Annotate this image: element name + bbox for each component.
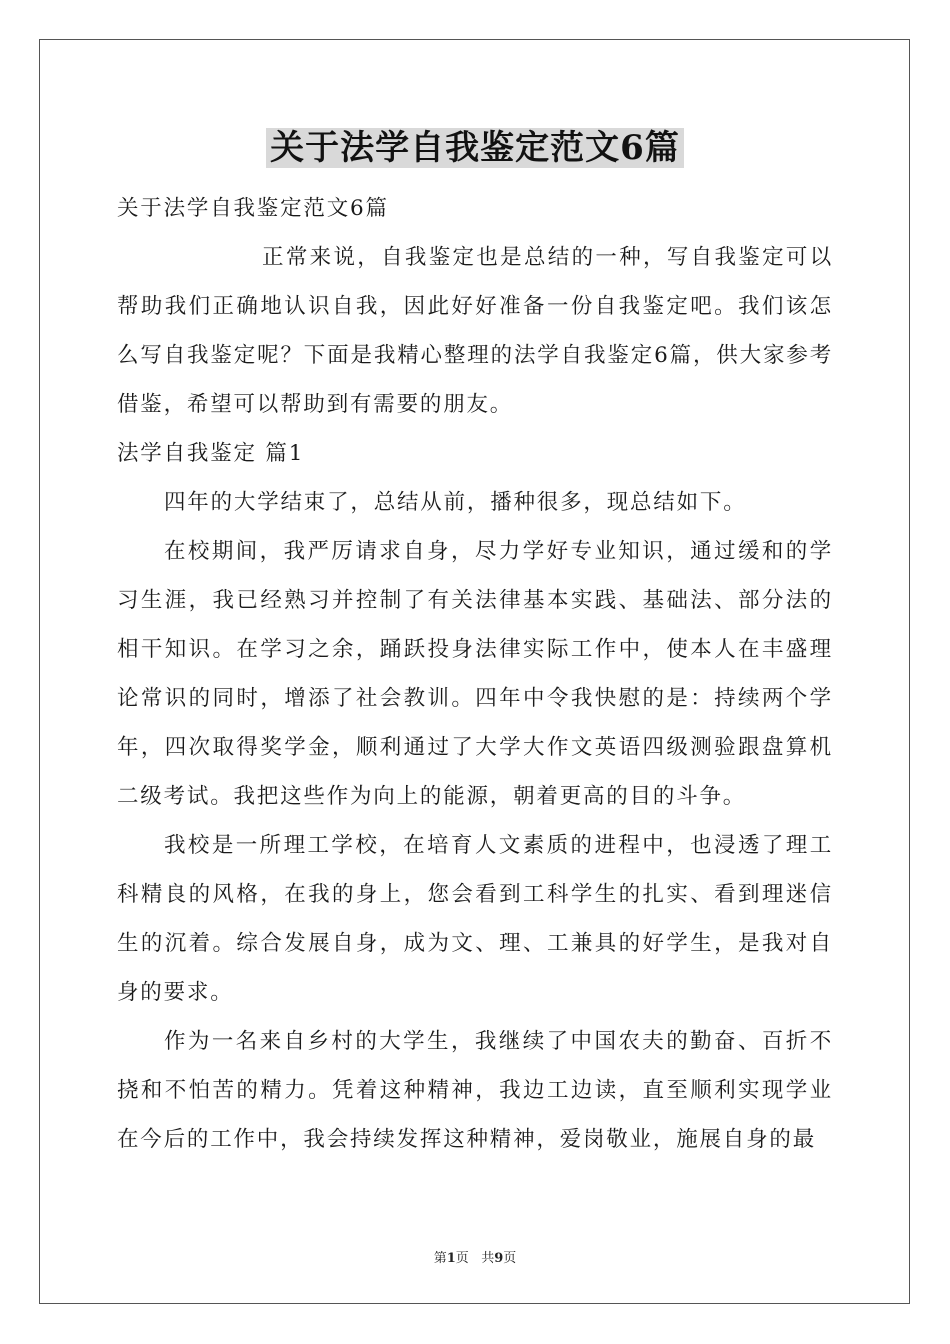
body-paragraph-4: 作为一名来自乡村的大学生，我继续了中国农夫的勤奋、百折不挠和不怕苦的精力。凭着这种精神，我边工边读，直至顺利实现学业在今后的工作中，我会持续发挥这种精神，爱岗敬业，施展自身的最 bbox=[117, 1029, 833, 1152]
footer-total-prefix: 共 bbox=[481, 1251, 495, 1266]
document-subtitle: 关于法学自我鉴定范文6篇 bbox=[117, 196, 389, 221]
document-title-wrapper bbox=[0, 128, 950, 168]
intro-paragraph: 正常来说，自我鉴定也是总结的一种，写自我鉴定可以帮助我们正确地认识自我，因此好好准备一份自我鉴定吧。我们该怎么写自我鉴定呢？下面是我精心整理的法学自我鉴定6篇，供大家参考借鉴，希望可以帮助到有需要的朋友。 bbox=[117, 245, 833, 417]
document-body bbox=[117, 184, 833, 1164]
footer-page-suffix: 页 bbox=[455, 1251, 469, 1266]
section-heading: 法学自我鉴定 篇1 bbox=[117, 441, 305, 466]
footer-page-number: 1 bbox=[446, 1251, 456, 1266]
footer-total-suffix: 页 bbox=[503, 1251, 517, 1266]
body-paragraph-2: 在校期间，我严厉请求自身，尽力学好专业知识，通过缓和的学习生涯，我已经熟习并控制了有关法律基本实践、基础法、部分法的相干知识。在学习之余，踊跃投身法律实际工作中，使本人在丰盛理论常识的同时，增添了社会教训。四年中令我快慰的是：持续两个学年，四次取得奖学金，顺利通过了大学大作文英语四级测验跟盘算机二级考试。我把这些作为向上的能源，朝着更高的目的斗争。 bbox=[117, 539, 833, 809]
body-paragraph-1: 四年的大学结束了，总结从前，播种很多，现总结如下。 bbox=[164, 490, 747, 515]
page-footer bbox=[0, 1247, 950, 1266]
footer-total-pages: 9 bbox=[494, 1251, 504, 1266]
body-paragraph-3: 我校是一所理工学校，在培育人文素质的进程中，也浸透了理工科精良的风格，在我的身上，您会看到工科学生的扎实、看到理迷信生的沉着。综合发展自身，成为文、理、工兼具的好学生，是我对自身的要求。 bbox=[117, 833, 833, 1005]
footer-prefix: 第 bbox=[433, 1251, 447, 1266]
document-title: 关于法学自我鉴定范文6篇 bbox=[266, 128, 684, 168]
